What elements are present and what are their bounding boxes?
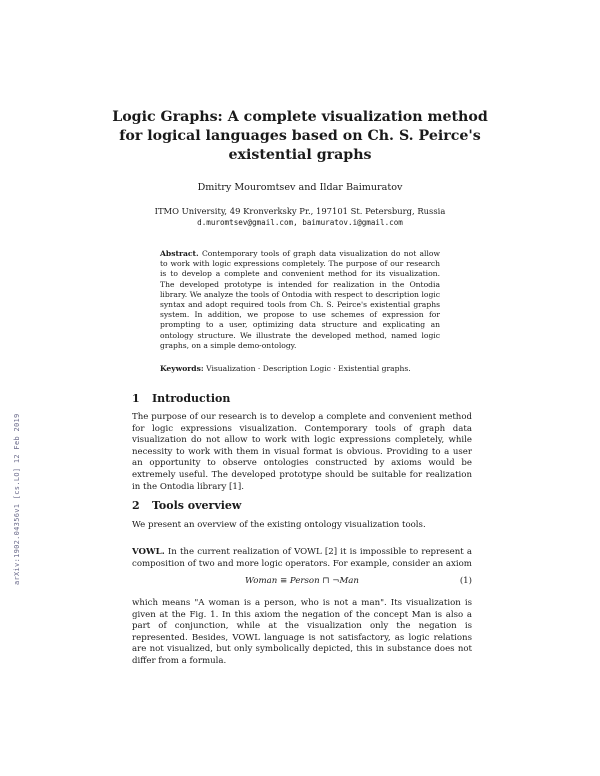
section-number: 1 xyxy=(132,392,140,405)
paper-title xyxy=(100,108,500,165)
affiliation: ITMO University, 49 Kronverksky Pr., 197101 St. Petersburg, Russia xyxy=(154,206,446,216)
keywords-text: Visualization · Description Logic · Existential graphs. xyxy=(206,364,411,373)
emails[interactable]: d.muromtsev@gmail.com, baimuratov.i@gmail.com xyxy=(197,218,403,227)
equation xyxy=(132,576,472,590)
abstract-text: Contemporary tools of graph data visualization do not allow to work with logic expressions completely. The purpose of our research is to develop a complete and convenient method for its visualization. The developed prototype is intended for realization in the Ontodia library. We analyze the tools of Ontodia with respect to description logic syntax and adopt required tools from Ch. S. Peirce's existential graphs system. In addition, we propose to use schemes of expression for prompting to a user, optimizing data structure and explicating an ontology structure. We illustrate the developed method, named logic graphs, on a simple demo-ontology. xyxy=(160,249,440,350)
vowl-explanation-paragraph: which means "A woman is a person, who is not a man". Its visualization is given at the Fig. 1. In this axiom the negation of the concept Man is also a part of conjunction, while at the visualization only the negation is represented. Besides, VOWL language is not satisfactory, as logic relations are not visualized, but only symbolically depicted, this in substance does not differ from a formula. xyxy=(132,598,472,666)
section-title: Tools overview xyxy=(152,499,242,512)
vowl-text: In the current realization of VOWL [2] it is impossible to represent a composition of two and more logic operators. For example, consider an axiom xyxy=(132,547,472,569)
section-heading-tools-overview xyxy=(132,499,241,512)
title-line: Logic Graphs: A complete visualization method xyxy=(112,109,488,125)
abstract xyxy=(160,249,440,351)
title-line: for logical languages based on Ch. S. Peirce's xyxy=(119,128,481,144)
equation-number: (1) xyxy=(459,576,472,586)
tools-overview-paragraph: We present an overview of the existing ontology visualization tools. xyxy=(132,520,426,530)
introduction-paragraph: The purpose of our research is to develop a complete and convenient method for logic expressions visualization. Contemporary tools of graph data visualization do not allow to work with logic expressions completely, while necessity to work with them in visual format is obvious. Providing to a user an opportunity to observe ontologies constructed by axioms would be extremely useful. The developed prototype should be suitable for realization in the Ontodia library [1]. xyxy=(132,412,472,492)
vowl-label: VOWL. xyxy=(132,547,165,557)
keywords-label: Keywords: xyxy=(160,364,204,373)
affiliation-block xyxy=(100,206,500,228)
title-line: existential graphs xyxy=(228,147,372,163)
authors: Dmitry Mouromtsev and Ildar Baimuratov xyxy=(197,182,403,193)
equation-formula: Woman ≡ Person ⊓ ¬Man xyxy=(245,576,359,586)
abstract-label: Abstract. xyxy=(160,249,199,258)
keywords xyxy=(160,364,440,374)
section-title: Introduction xyxy=(152,392,231,405)
section-number: 2 xyxy=(132,499,140,512)
vowl-paragraph xyxy=(132,547,472,570)
section-heading-introduction xyxy=(132,392,230,405)
arxiv-stamp[interactable]: arXiv:1902.04356v1 [cs.LO] 12 Feb 2019 xyxy=(13,413,21,585)
